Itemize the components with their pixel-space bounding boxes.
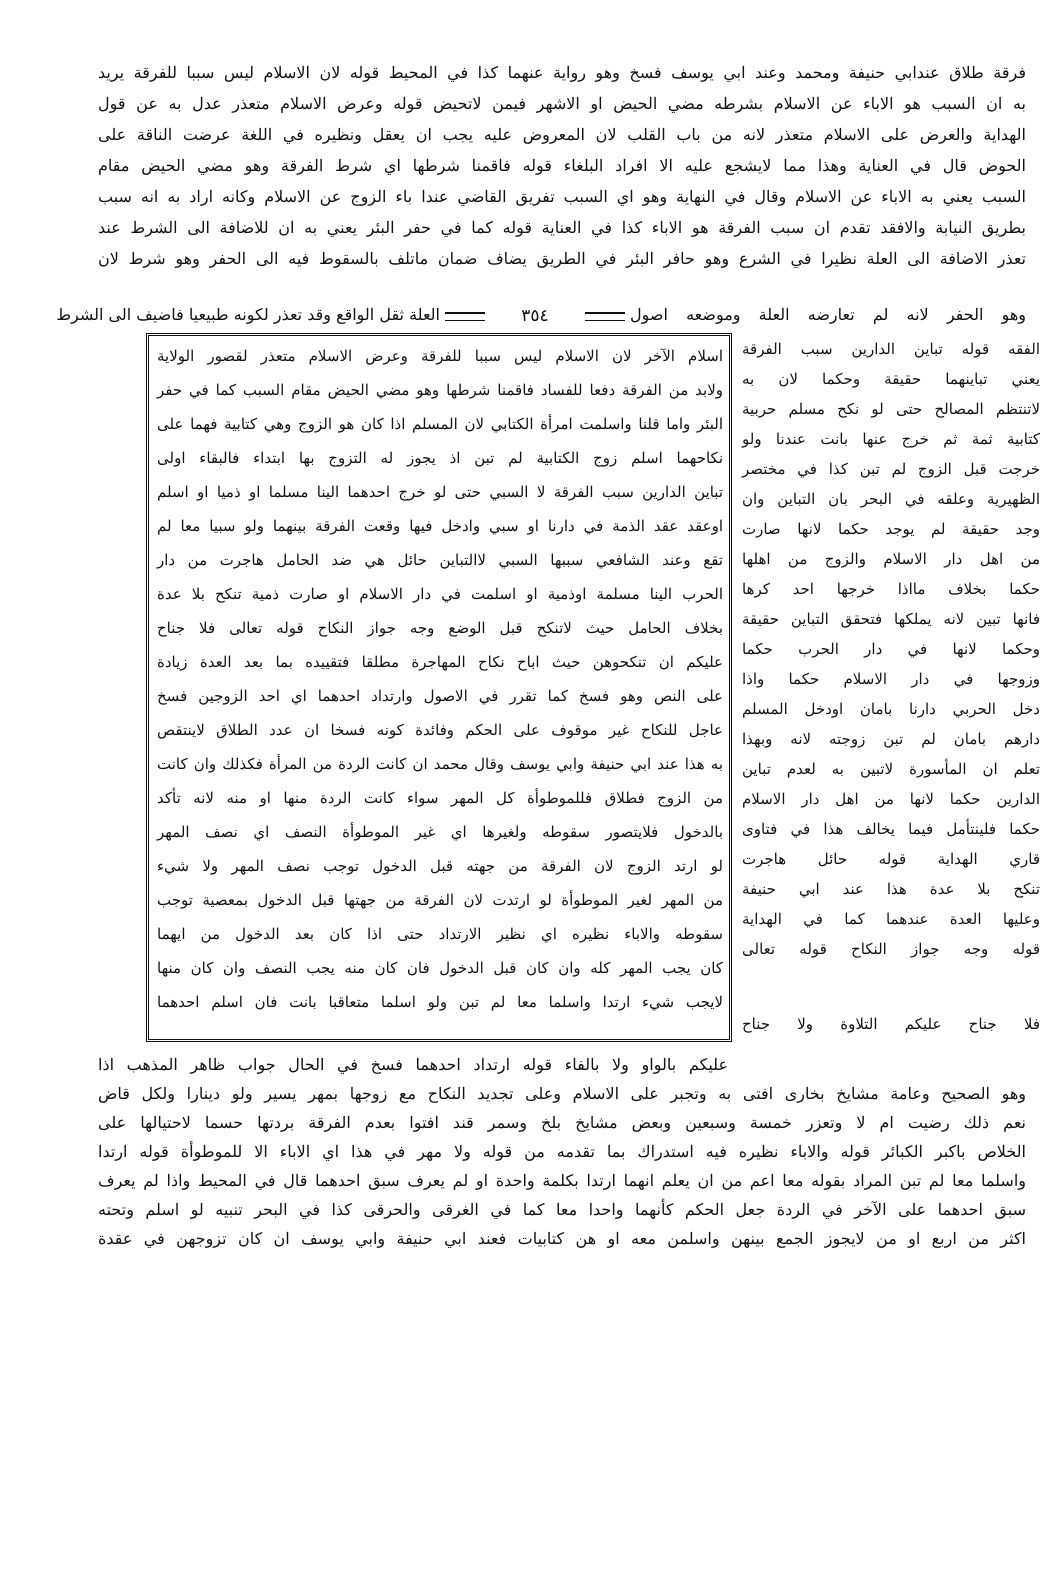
text-line: الهداية والعرض على الاسلام متعذر لانه من باب القلب لان المعروض عليه يجب ان يعقل ونظيره في اللغة عرضت الناقة على xyxy=(98,125,1026,144)
text-line: واسلما معا لم تبن المراد بقوله معا اعم من ان يعلم انهما ارتدا بكلمة واحدة او لم يعرف سبق احدهما قال في المحيط واذا لم يعرف xyxy=(98,1171,1027,1190)
page-number: ٣٥٤ xyxy=(521,306,549,326)
text-line: من اهل دار الاسلام والزوج من اهلها xyxy=(742,550,1040,568)
text-line: الخلاص باكبر الكبائر قوله والاباء نظيره فيه استدراك بما تقدمه من قوله ولا مهر في هذا اي الاباء الا للموطوأة قوله ارتدا xyxy=(98,1142,1026,1161)
text-line: وعليها العدة عندهما كما في الهداية xyxy=(742,910,1040,928)
text-line: وجد حقيقة لم يوجد حكما لانها صارت xyxy=(742,520,1040,538)
text-line: تباين الدارين سبب الفرقة لا السبي حتى لو خرج احدهما الينا مسلما او ذميا او اسلم xyxy=(157,483,723,501)
text-line: فانها تبين لانه يملكها فتحقق التباين حقيقة xyxy=(742,610,1040,628)
text-line: فلا جناح عليكم التلاوة ولا جناح xyxy=(742,1015,1040,1033)
text-line: تنكح بلا عدة هذا عند ابي حنيفة xyxy=(742,880,1040,898)
text-line: فرقة طلاق عندابي حنيفة ومحمد وعند ابي يوسف فسخ وهو رواية عنهما كذا في المحيط قوله لان الاسلام ليس سببا للفرقة يريد xyxy=(98,63,1026,82)
text-line: اسلام الآخر لان الاسلام ليس سببا للفرقة وعرض الاسلام متعذر لقصور الولاية xyxy=(157,347,723,365)
main-text-box xyxy=(146,333,732,1042)
text-line: عاجل للنكاح غير موقوف على الحكم وفائدة كونه فسخا ان عدد الطلاق لاينتقص xyxy=(157,721,723,739)
text-line: من الزوج فطلاق فللموطوأة كل المهر سواء كانت الردة منها او منه لانه تأكد xyxy=(157,789,723,807)
text-line: وهو الصحيح وعامة مشايخ بخارى افتى به وتجبر على الاسلام وعلى تجديد النكاح مع زوجها بمهر يسير ولو دينارا ولكل قاض xyxy=(98,1084,1026,1103)
text-line: قاري الهداية قوله حائل هاجرت xyxy=(742,850,1040,868)
text-line: سبق احدهما على الآخر في الردة جعل الحكم كأنهما واحدا معا كما في الغرقى والحرقى كذا في البحر تنبيه لو اسلم وتحته xyxy=(98,1200,1027,1219)
text-line: نعم ذلك رضيت ام لا وتعزر خمسة وسبعين وبعض مشايخ بلخ وسمر قند افتوا بعدم الفرقة بردتها حسما لاحتيالها على xyxy=(98,1113,1027,1132)
text-line: تقع وعند الشافعي سببها السبي لاالتباين حائل هي ضد الحامل هاجرت من دار xyxy=(157,551,723,569)
text-line: عليكم ان تنكحوهن حيث اباح نكاح المهاجرة مطلقا فتقييده بما بعد العدة زيادة xyxy=(157,653,723,671)
text-line: تعلم ان المأسورة لاتبين به لعدم تباين xyxy=(742,760,1040,778)
text-line: بخلاف الحامل حيث لاتنكح قبل الوضع وجه جواز النكاح قوله تعالى فلا جناح xyxy=(157,619,723,637)
text-line: لايجب شيء ارتدا واسلما معا لم تبن ولو اسلما متعاقبا بانت فان اسلم احدهما xyxy=(157,993,723,1011)
text-line: العلة ثقل الواقع وقد تعذر لكونه طبيعيا فاضيف الى الشرط xyxy=(56,305,440,324)
text-line: بالدخول فلايتصور سقوطه ولغيرها اي غير الموطوأة النصف اي نصف المهر xyxy=(157,823,723,841)
text-line: وزوجها في دار الاسلام حكما واذا xyxy=(742,670,1040,688)
text-line: الفقه قوله تباين الدارين سبب الفرقة xyxy=(742,340,1040,358)
text-line: الدارين حكما لانها من اهل دار الاسلام xyxy=(742,790,1040,808)
text-line: دارهم بامان لم تبن زوجته لانه وبهذا xyxy=(742,730,1040,748)
text-line: به ان السبب هو الاباء عن الاسلام بشرطه مضي الحيض او الاشهر فيمن لاتحيض قوله وعرض الاسلام متعذر عدل به عن قول xyxy=(98,94,1026,113)
text-line: بطريق النيابة والافقد تقدم ان سبب الفرقة هو الاباء كذا في العناية قوله كما في حفر البئر يعني به ان للاضافة الى الشرط عند xyxy=(98,218,1026,237)
text-line: ولابد من الفرقة دفعا للفساد فاقمنا شرطها وهو مضي الحيض مقام السبب كما في حفر xyxy=(157,381,723,399)
text-line: وهو الحفر لانه لم تعارضه العلة وموضعه اصول xyxy=(630,305,1026,324)
text-line: على النص وهو فسخ كما تقرر في الاصول وارتداد احدهما اي احد الزوجين فسخ xyxy=(157,687,723,705)
text-line: به هذا عند ابي حنيفة وابي يوسف وقال محمد ان كانت الردة من المرأة فكذلك وان كانت xyxy=(157,755,723,773)
text-line: يعني تباينهما حقيقة وحكما لان به xyxy=(742,370,1040,388)
text-line: سقوطه والاباء نظيره اي نظير الارتداد حتى اذا كان بعد الدخول من ايهما xyxy=(157,925,723,943)
text-line: الظهيرية وعلقه في البحر بان التباين وان xyxy=(742,490,1040,508)
text-line: كان يجب المهر كله وان كان قبل الدخول فان كان منه يجب النصف وان كان منها xyxy=(157,959,723,977)
ornament-left xyxy=(445,312,485,321)
text-line: حكما بخلاف مااذا خرجها احد كرها xyxy=(742,580,1040,598)
text-line: اوعقد عقد الذمة في دارنا او سبي وادخل فيها وقعت الفرقة بينهما ولو سبيا معا لم xyxy=(157,517,723,535)
text-line: نكاحهما اسلم زوج الكتابية لم تبن اذ يجوز له التزوج بها ابتداء فالبقاء اولى xyxy=(157,449,723,467)
text-line: كتابية ثمة ثم خرج عنها بانت عندنا ولو xyxy=(742,430,1040,448)
text-line: دخل الحربي دارنا بامان اودخل المسلم xyxy=(742,700,1040,718)
text-line: اكثر من اربع او من لايجوز الجمع بينهن واسلمن معه او هن كتابيات فعند ابي حنيفة وابي يوسف ان كان تزوجهن في عقدة xyxy=(98,1229,1027,1248)
text-line: قوله وجه جواز النكاح قوله تعالى xyxy=(742,940,1040,958)
ornament-right xyxy=(585,312,625,321)
text-line: الحرب الينا مسلمة اوذمية او اسلمت في دار الاسلام او صارت ذمية تنكح بلا عدة xyxy=(157,585,723,603)
text-line: البئر واما قلنا واسلمت امرأة الكتابي لان المسلم اذا كان هو الزوج وهي كتابية فهما على xyxy=(157,415,723,433)
text-line: لاتنتظم المصالح حتى لو نكح مسلم حربية xyxy=(742,400,1040,418)
text-line: لو ارتد الزوج لان الفرقة من جهته قبل الدخول توجب نصف المهر ولا شيء xyxy=(157,857,723,875)
text-line: حكما فلينتأمل فيما يخالف هذا في فتاوى xyxy=(742,820,1040,838)
text-line: خرجت قبل الزوج لم تبن كذا في مختصر xyxy=(742,460,1040,478)
text-line: تعذر الاضافة الى العلة نظيرا في الشرع وهو حافر البئر في الطريق يضاف ضمان ماتلف بالسقوط فيه الى الحفر وهو شرط لان xyxy=(98,249,1026,268)
text-line: الحوض قال في العناية وهذا مما لايشجع عليه الا افراد البلغاء قوله فاقمنا شرطها اي شرط الفرقة وهو مضي الحيض مقام xyxy=(98,156,1026,175)
text-line: عليكم بالواو ولا بالفاء قوله ارتداد احدهما فسخ في الحال جواب ظاهر المذهب اذا xyxy=(98,1055,728,1074)
text-line: وحكما لانها في دار الحرب حكما xyxy=(742,640,1040,658)
text-line: من المهر لغير الموطوأة لو ارتدت لان الفرقة من جهتها قبل الدخول بمعصية توجب xyxy=(157,891,723,909)
text-line: السبب يعني به الاباء عن الاسلام وقال في النهاية وهو اي السبب تفريق القاضي عندا باء الزوج عن الاسلام وكانه اراد به انه سبب xyxy=(98,187,1026,206)
